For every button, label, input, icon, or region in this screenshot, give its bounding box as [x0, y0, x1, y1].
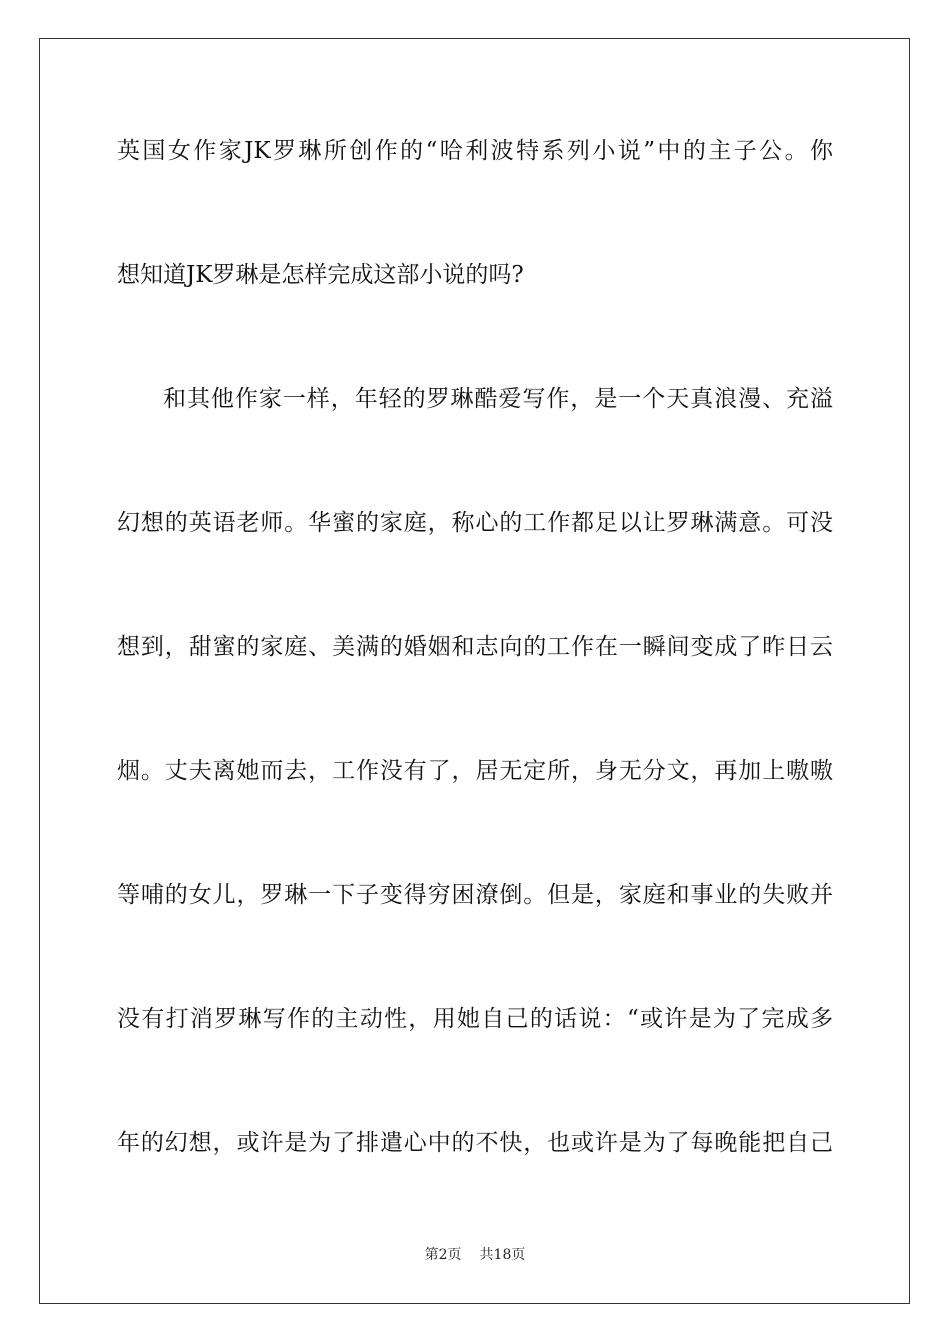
text-line: 想到，甜蜜的家庭、美满的婚姻和志向的工作在一瞬间变成了昨日云 — [117, 634, 833, 660]
text-line: 年的幻想，或许是为了排遣心中的不快，也或许是为了每晚能把自己 — [117, 1130, 833, 1156]
text-line: 等哺的女儿，罗琳一下子变得穷困潦倒。但是，家庭和事业的失败并 — [117, 882, 833, 908]
text-line: 和其他作家一样，年轻的罗琳酷爱写作，是一个天真浪漫、充溢 — [163, 386, 833, 412]
page-total: 共18页 — [479, 1247, 526, 1263]
page-frame — [39, 38, 910, 1304]
page-footer — [0, 1246, 950, 1264]
text-line: 英国女作家JK罗琳所创作的“哈利波特系列小说”中的主子公。你 — [117, 138, 833, 164]
text-line: 烟。丈夫离她而去，工作没有了，居无定所，身无分文，再加上嗷嗷 — [117, 758, 833, 784]
text-line: 没有打消罗琳写作的主动性，用她自己的话说：“或许是为了完成多 — [117, 1006, 833, 1032]
text-line: 想知道JK罗琳是怎样完成这部小说的吗? — [117, 262, 524, 288]
text-line: 幻想的英语老师。华蜜的家庭，称心的工作都足以让罗琳满意。可没 — [117, 510, 833, 536]
page-number: 第2页 — [424, 1247, 462, 1263]
